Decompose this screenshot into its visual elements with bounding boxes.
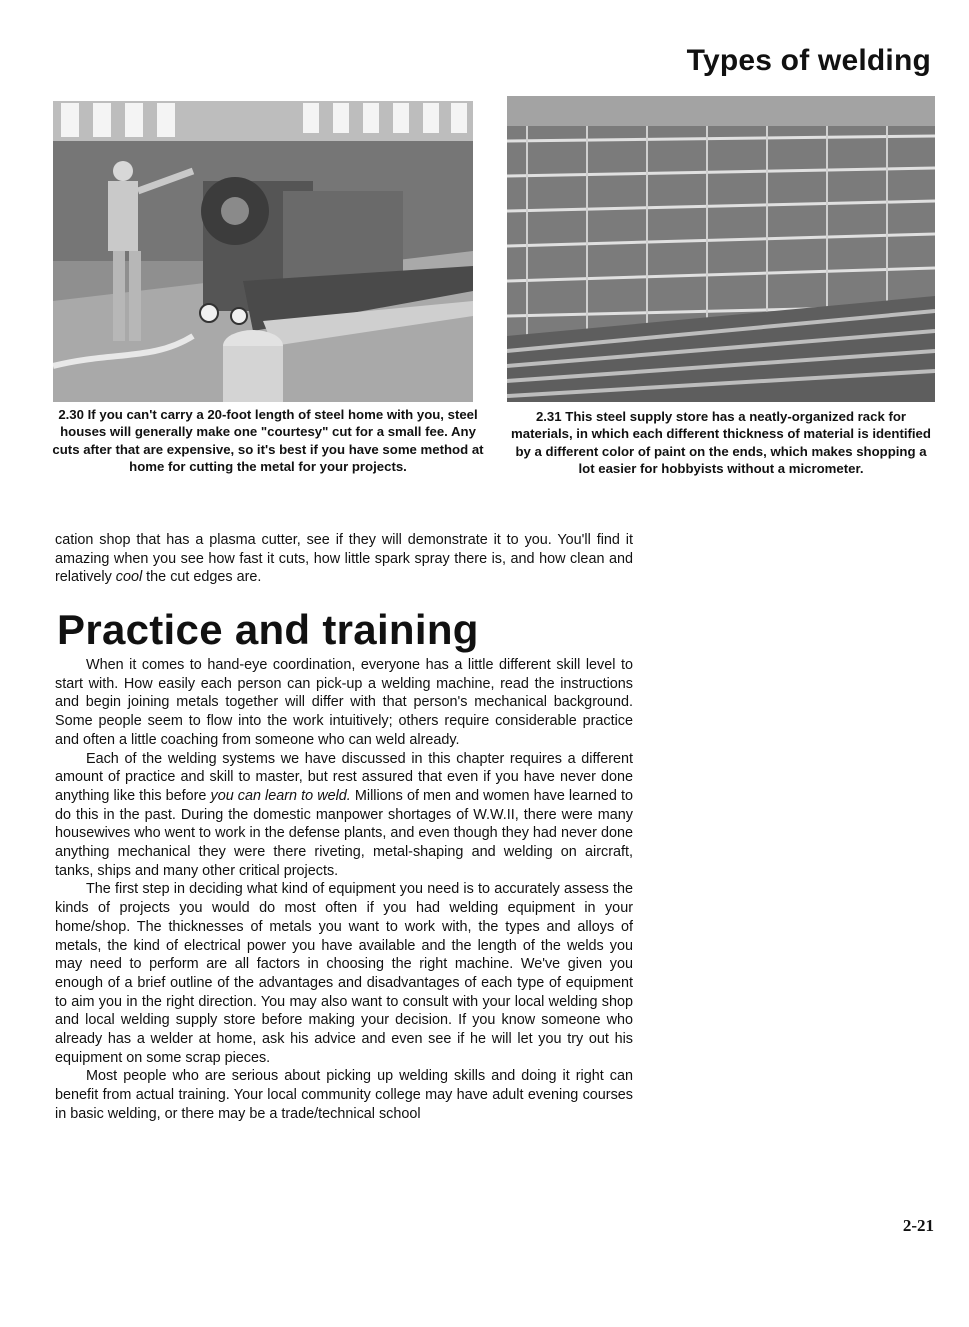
emphasis-text: cool — [115, 569, 143, 586]
body-paragraph: Most people who are serious about picking up welding skills and doing it right can benefit from actual training. Your local community college may have adult evening courses in basic welding, or there may be a trade/technical school — [55, 1068, 633, 1122]
page-number: 2-21 — [902, 1216, 934, 1235]
section-heading: Practice and training — [57, 606, 479, 653]
figure-2-31-photo — [507, 96, 935, 402]
body-paragraph: When it comes to hand-eye coordination, everyone has a little different skill level to start with. How easily each person can pick-up a welding machine, read the instructions and begin joining metals together will differ with that person's mechanical background. Some people seem to flow into the work intuitively; others require considerable practice and often a little coaching from someone who can weld already. — [55, 657, 633, 748]
emphasis-text: you can learn to weld. — [210, 787, 351, 804]
section-body — [55, 656, 633, 1124]
figure-2-30-caption: 2.30 If you can't carry a 20-foot length of steel home with you, steel houses will generally make one "courtesy" cut for a small fee. Any cuts after that are expensive, so it's best if you have some method at home for cutting the metal for your projects. — [52, 407, 484, 475]
body-paragraph: The first step in deciding what kind of equipment you need is to accurately assess the kinds of projects you would do most often if you had welding equipment in your home/shop. The thicknesses of metals you want to work with, the types and alloys of metals, the kind of electrical power you have available and the length of the welds you may need to perform are all factors in choosing the right machine. We've given you enough of a brief outline of the advantages and disadvantages of each type of equipment to aim you in the right direction. You may also want to consult with your local welding shop and local welding supply store before making your decision. If you know someone who already has a welder at home, ask his advice and even see if he will let you try out his equipment on some scrap pieces. — [55, 881, 633, 1066]
figure-2-30-photo — [53, 101, 473, 402]
continued-paragraph: cation shop that has a plasma cutter, see if they will demonstrate it to you. You'll find it amazing when you see how fast it cuts, how little spark spray there is, and how clean and relatively cool the cut edges are. — [55, 532, 633, 586]
figure-2-31-caption: 2.31 This steel supply store has a neatly-organized rack for materials, in which each different thickness of material is identified by a different color of paint on the ends, which makes shopping a lot easier for hobbyists without a micrometer. — [511, 409, 931, 477]
body-paragraph: Each of the welding systems we have discussed in this chapter requires a different amount of practice and skill to master, but rest assured that even if you have never done anything like this before you can learn to weld. Millions of men and women have learned to do this in the past. During the domestic manpower shortages of W.W.II, there were many housewives who went to work in the defense plants, and even though they had never done anything mechanical they were there riveting, metal-shaping and welding on aircraft, tanks, ships and many other critical projects. — [55, 750, 633, 879]
running-header-title: Types of welding — [686, 44, 931, 77]
